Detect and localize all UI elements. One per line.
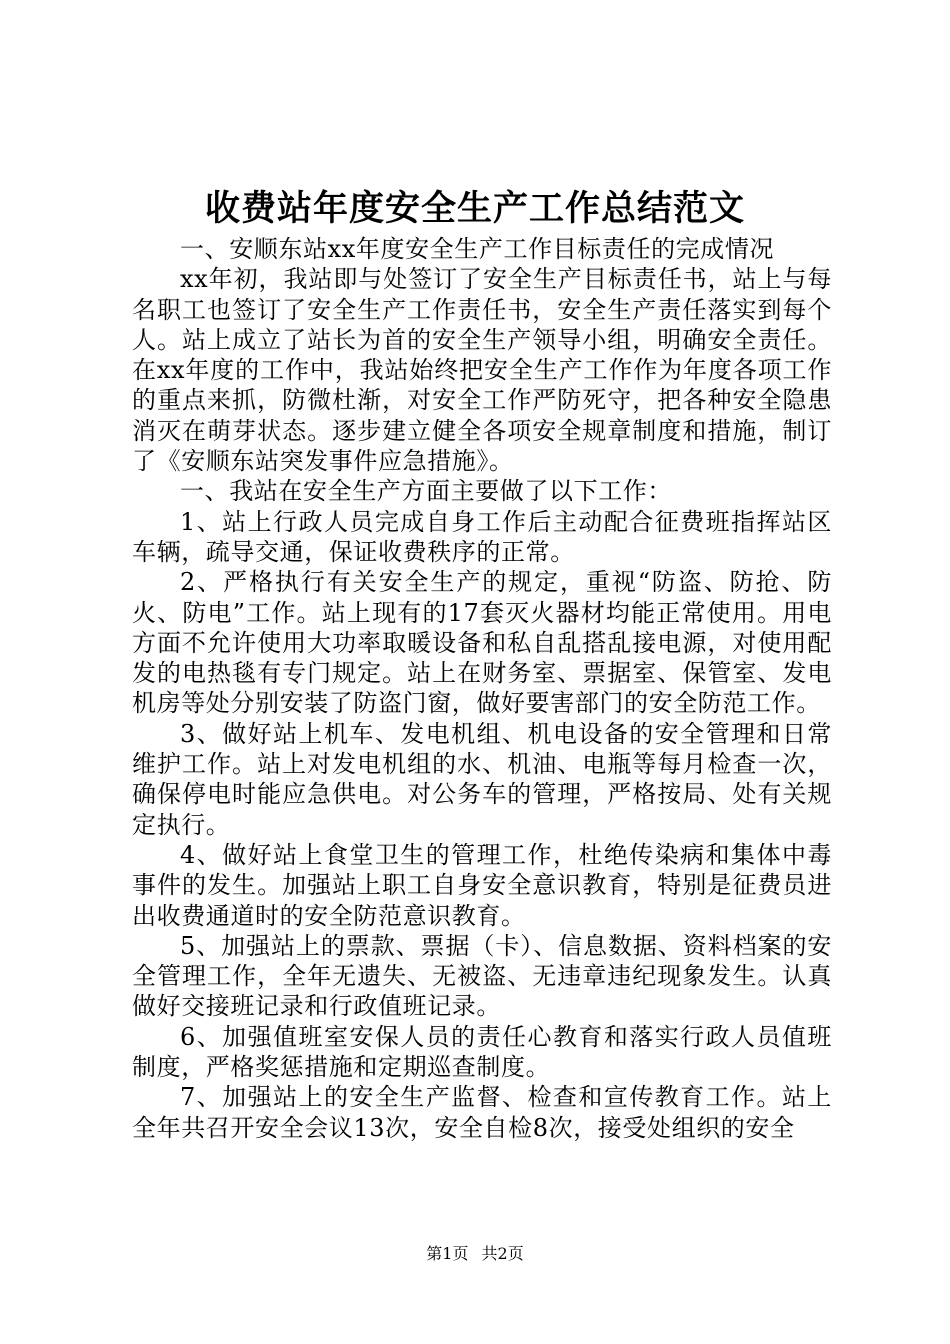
paragraph-item-4: 4、做好站上食堂卫生的管理工作，杜绝传染病和集体中毒事件的发生。加强站上职工自身安全意识教育，特别是征费员进出收费通道时的安全防范意识教育。 bbox=[132, 840, 832, 930]
page-footer bbox=[0, 1242, 950, 1266]
paragraph-item-7: 7、加强站上的安全生产监督、检查和宣传教育工作。站上全年共召开安全会议13次，安全自检8次，接受处组织的安全 bbox=[132, 1083, 832, 1142]
paragraph-section-heading-2: 一、我站在安全生产方面主要做了以下工作： bbox=[180, 477, 672, 506]
paragraph-item-3: 3、做好站上机车、发电机组、机电设备的安全管理和日常维护工作。站上对发电机组的水、机油、电瓶等每月检查一次，确保停电时能应急供电。对公务车的管理，严格按局、处有关规定执行。 bbox=[132, 719, 832, 839]
paragraph-intro: xx年初，我站即与处签订了安全生产目标责任书，站上与每名职工也签订了安全生产工作责任书，安全生产责任落实到每个人。站上成立了站长为首的安全生产领导小组，明确安全责任。在xx年度的工作中，我站始终把安全生产工作作为年度各项工作的重点来抓，防微杜渐，对安全工作严防死守，把各种安全隐患消灭在萌芽状态。逐步建立健全各项安全规章制度和措施，制订了《安顺东站突发事件应急措施》。 bbox=[132, 265, 832, 476]
paragraph-item-1: 1、站上行政人员完成自身工作后主动配合征费班指挥站区车辆，疏导交通，保证收费秩序的正常。 bbox=[132, 507, 832, 566]
document-title: 收费站年度安全生产工作总结范文 bbox=[204, 188, 745, 229]
paragraph-item-2: 2、严格执行有关安全生产的规定，重视“防盗、防抢、防火、防电”工作。站上现有的17套灭火器材均能正常使用。用电方面不允许使用大功率取暖设备和私自乱搭乱接电源，对使用配发的电热毯有专门规定。站上在财务室、票据室、保管室、发电机房等处分别安装了防盗门窗，做好要害部门的安全防范工作。 bbox=[132, 568, 832, 718]
page-total: 共2页 bbox=[481, 1244, 524, 1263]
paragraph-section-heading-1: 一、安顺东站xx年度安全生产工作目标责任的完成情况 bbox=[180, 235, 775, 263]
document-body bbox=[132, 234, 832, 1143]
paragraph-item-6: 6、加强值班室安保人员的责任心教育和落实行政人员值班制度，严格奖惩措施和定期巡查制度。 bbox=[132, 1022, 832, 1082]
page-number: 第1页 bbox=[426, 1244, 469, 1263]
paragraph-item-5: 5、加强站上的票款、票据（卡）、信息数据、资料档案的安全管理工作，全年无遗失、无被盗、无违章违纪现象发生。认真做好交接班记录和行政值班记录。 bbox=[132, 931, 832, 1021]
